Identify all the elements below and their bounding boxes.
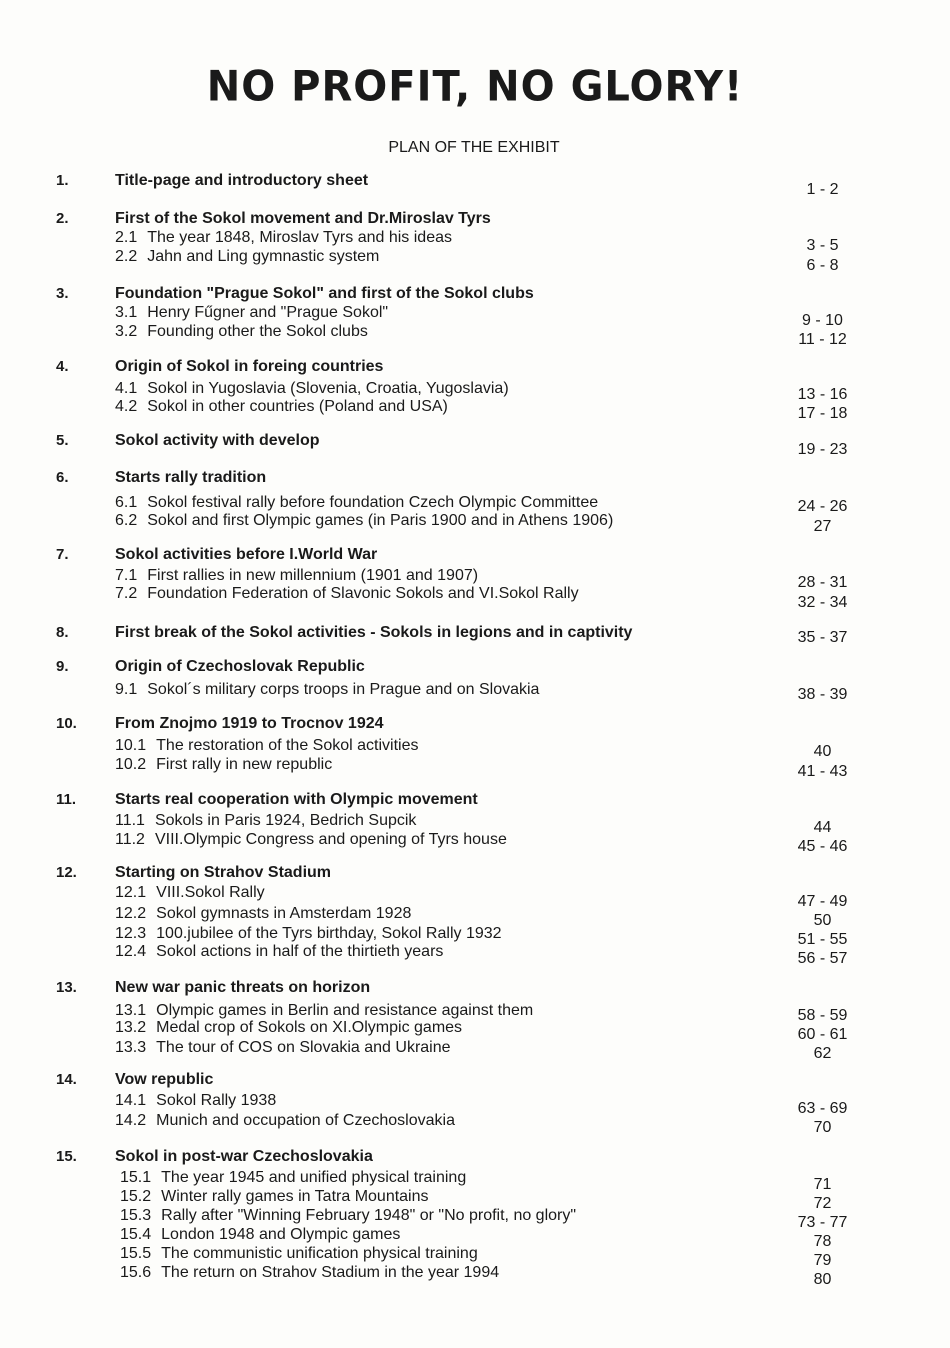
subsection-item <box>115 943 443 961</box>
page-range: 63 - 69 <box>797 1100 848 1117</box>
subsection-item <box>115 925 502 943</box>
page-range: 56 - 57 <box>797 950 848 967</box>
subsection-text: Olympic games in Berlin and resistance against them <box>156 1002 534 1019</box>
subsection-item <box>115 1092 276 1110</box>
subsection-text: The tour of COS on Slovakia and Ukraine <box>156 1039 451 1056</box>
subsection-item <box>115 1019 462 1037</box>
subsection-text: Sokol Rally 1938 <box>156 1092 277 1109</box>
page-range: 50 <box>813 912 832 929</box>
subsection-item <box>115 512 613 530</box>
subsection-number: 15.3 <box>120 1207 152 1224</box>
subsection-number: 10.2 <box>115 756 147 773</box>
subsection-text: Sokol actions in half of the thirtieth years <box>156 943 444 960</box>
section-title: First break of the Sokol activities - Sokols in legions and in captivity <box>115 624 633 641</box>
subsection-item <box>115 905 411 923</box>
page-range: 60 - 61 <box>797 1026 848 1043</box>
subsection-number: 9.1 <box>115 681 138 698</box>
subsection-text: Rally after "Winning February 1948" or "No profit, no glory" <box>161 1207 577 1224</box>
page-range: 3 - 5 <box>806 237 839 254</box>
subsection-item <box>115 585 579 603</box>
subsection-text: Foundation Federation of Slavonic Sokols and VI.Sokol Rally <box>147 585 579 602</box>
subsection-number: 7.1 <box>115 567 138 584</box>
page-range: 40 <box>813 743 832 760</box>
subsection-text: VIII.Sokol Rally <box>156 884 265 901</box>
section-number: 4. <box>56 358 69 375</box>
subsection-text: Sokol and first Olympic games (in Paris 1900 and in Athens 1906) <box>147 512 614 529</box>
subsection-number: 14.1 <box>115 1092 147 1109</box>
subsection-item <box>120 1226 400 1244</box>
page-subtitle: PLAN OF THE EXHIBIT <box>388 139 560 156</box>
subsection-item <box>115 884 265 902</box>
subsection-number: 11.2 <box>115 831 145 848</box>
subsection-text: Sokol in Yugoslavia (Slovenia, Croatia, Yugoslavia) <box>147 380 509 397</box>
section-title: Starts rally tradition <box>115 469 267 486</box>
subsection-text: VIII.Olympic Congress and opening of Tyrs house <box>154 831 507 848</box>
subsection-text: Munich and occupation of Czechoslovakia <box>156 1112 455 1129</box>
page-range: 51 - 55 <box>797 931 848 948</box>
subsection-text: The year 1945 and unified physical training <box>161 1169 467 1186</box>
subsection-item <box>120 1264 499 1282</box>
page-range: 17 - 18 <box>797 405 848 422</box>
section-title: New war panic threats on horizon <box>115 979 371 996</box>
subsection-item <box>115 681 539 699</box>
subsection-item <box>115 398 448 416</box>
page-range: 71 <box>813 1176 832 1193</box>
section-number: 7. <box>56 546 69 563</box>
section-number: 11. <box>56 791 77 808</box>
section-title: Sokol activity with develop <box>115 432 320 449</box>
subsection-item <box>115 323 368 341</box>
section-title: First of the Sokol movement and Dr.Miroslav Tyrs <box>115 210 491 227</box>
subsection-number: 6.1 <box>115 494 138 511</box>
page-range: 19 - 23 <box>797 441 848 458</box>
page-range: 9 - 10 <box>802 312 843 329</box>
subsection-text: Winter rally games in Tatra Mountains <box>161 1188 429 1205</box>
subsection-text: 100.jubilee of the Tyrs birthday, Sokol Rally 1932 <box>156 925 502 942</box>
subsection-number: 10.1 <box>115 737 147 754</box>
page-range: 41 - 43 <box>797 763 848 780</box>
section-number: 1. <box>56 172 69 189</box>
page-range: 47 - 49 <box>797 893 848 910</box>
subsection-text: Medal crop of Sokols on XI.Olympic games <box>156 1019 463 1036</box>
subsection-item <box>115 1039 451 1057</box>
subsection-number: 4.2 <box>115 398 138 415</box>
subsection-number: 2.2 <box>115 248 138 265</box>
section-number: 5. <box>56 432 69 449</box>
section-number: 3. <box>56 285 69 302</box>
subsection-number: 13.1 <box>115 1002 147 1019</box>
subsection-text: Sokol in other countries (Poland and USA) <box>147 398 448 415</box>
subsection-number: 2.1 <box>115 229 138 246</box>
subsection-number: 15.2 <box>120 1188 152 1205</box>
subsection-item <box>120 1207 576 1225</box>
section-title: Sokol in post-war Czechoslovakia <box>115 1148 373 1165</box>
section-title: Starts real cooperation with Olympic movement <box>115 791 478 808</box>
subsection-number: 12.2 <box>115 905 147 922</box>
page-range: 70 <box>813 1119 832 1136</box>
page-range: 6 - 8 <box>806 257 839 274</box>
subsection-item <box>115 756 332 774</box>
subsection-text: The communistic unification physical training <box>161 1245 478 1262</box>
subsection-number: 15.6 <box>120 1264 152 1281</box>
subsection-text: First rally in new republic <box>156 756 333 773</box>
section-number: 14. <box>56 1071 77 1088</box>
subsection-number: 12.4 <box>115 943 147 960</box>
section-number: 15. <box>56 1148 77 1165</box>
subsection-text: First rallies in new millennium (1901 and 1907) <box>147 567 479 584</box>
subsection-item <box>115 812 416 830</box>
subsection-text: Sokol´s military corps troops in Prague and on Slovakia <box>147 681 540 698</box>
page-range: 58 - 59 <box>797 1007 848 1024</box>
subsection-text: The restoration of the Sokol activities <box>156 737 419 754</box>
page-range: 13 - 16 <box>797 386 848 403</box>
subsection-number: 13.3 <box>115 1039 147 1056</box>
page-range: 72 <box>813 1195 832 1212</box>
page-range: 28 - 31 <box>797 574 848 591</box>
subsection-number: 4.1 <box>115 380 138 397</box>
subsection-item <box>115 1002 533 1020</box>
section-title: From Znojmo 1919 to Trocnov 1924 <box>115 715 384 732</box>
subsection-number: 12.1 <box>115 884 147 901</box>
subsection-item <box>120 1245 478 1263</box>
subsection-item <box>115 1112 455 1130</box>
subsection-item <box>120 1188 429 1206</box>
page-range: 73 - 77 <box>797 1214 848 1231</box>
subsection-text: Founding other the Sokol clubs <box>147 323 368 340</box>
subsection-number: 13.2 <box>115 1019 147 1036</box>
section-number: 13. <box>56 979 77 996</box>
page-range: 24 - 26 <box>797 498 848 515</box>
section-number: 2. <box>56 210 69 227</box>
section-title: Starting on Strahov Stadium <box>115 864 332 881</box>
page-range: 62 <box>813 1045 832 1062</box>
subsection-item <box>115 494 598 512</box>
page-range: 11 - 12 <box>798 331 847 348</box>
subsection-text: Jahn and Ling gymnastic system <box>147 248 380 265</box>
section-number: 8. <box>56 624 69 641</box>
subsection-text: Sokol festival rally before foundation Czech Olympic Committee <box>147 494 599 511</box>
subsection-text: The return on Strahov Stadium in the year 1994 <box>161 1264 500 1281</box>
subsection-item <box>115 304 388 322</box>
subsection-number: 11.1 <box>115 812 145 829</box>
subsection-number: 7.2 <box>115 585 138 602</box>
page-range: 79 <box>813 1252 832 1269</box>
page-range: 78 <box>813 1233 832 1250</box>
subsection-item <box>115 229 452 247</box>
subsection-number: 15.1 <box>120 1169 152 1186</box>
subsection-number: 3.1 <box>115 304 138 321</box>
subsection-item <box>115 737 419 755</box>
page-range: 80 <box>813 1271 832 1288</box>
page-range: 27 <box>813 518 832 535</box>
page-title: NO PROFIT, NO GLORY! <box>206 62 744 112</box>
page-range: 45 - 46 <box>797 838 848 855</box>
page-range: 35 - 37 <box>797 629 848 646</box>
page-range: 38 - 39 <box>797 686 848 703</box>
subsection-number: 3.2 <box>115 323 138 340</box>
section-number: 6. <box>56 469 69 486</box>
subsection-text: London 1948 and Olympic games <box>161 1226 401 1243</box>
subsection-text: Sokol gymnasts in Amsterdam 1928 <box>156 905 412 922</box>
section-title: Foundation "Prague Sokol" and first of the Sokol clubs <box>115 285 534 302</box>
subsection-text: Sokols in Paris 1924, Bedrich Supcik <box>154 812 417 829</box>
subsection-number: 15.5 <box>120 1245 152 1262</box>
page-range: 1 - 2 <box>806 181 839 198</box>
section-title: Origin of Sokol in foreing countries <box>115 358 384 375</box>
subsection-number: 15.4 <box>120 1226 152 1243</box>
subsection-item <box>115 567 478 585</box>
section-title: Vow republic <box>115 1071 214 1088</box>
section-number: 10. <box>56 715 77 732</box>
subsection-text: The year 1848, Miroslav Tyrs and his ideas <box>147 229 452 246</box>
subsection-item <box>115 831 507 849</box>
subsection-text: Henry Fűgner and "Prague Sokol" <box>147 304 389 321</box>
subsection-number: 12.3 <box>115 925 147 942</box>
page-range: 32 - 34 <box>797 594 848 611</box>
section-number: 9. <box>56 658 69 675</box>
subsection-number: 6.2 <box>115 512 138 529</box>
page-range: 44 <box>813 819 832 836</box>
subsection-item <box>120 1169 466 1187</box>
section-title: Sokol activities before I.World War <box>115 546 378 563</box>
section-title: Title-page and introductory sheet <box>115 172 369 189</box>
subsection-item <box>115 380 509 398</box>
section-title: Origin of Czechoslovak Republic <box>115 658 365 675</box>
section-number: 12. <box>56 864 77 881</box>
subsection-item <box>115 248 379 266</box>
subsection-number: 14.2 <box>115 1112 147 1129</box>
